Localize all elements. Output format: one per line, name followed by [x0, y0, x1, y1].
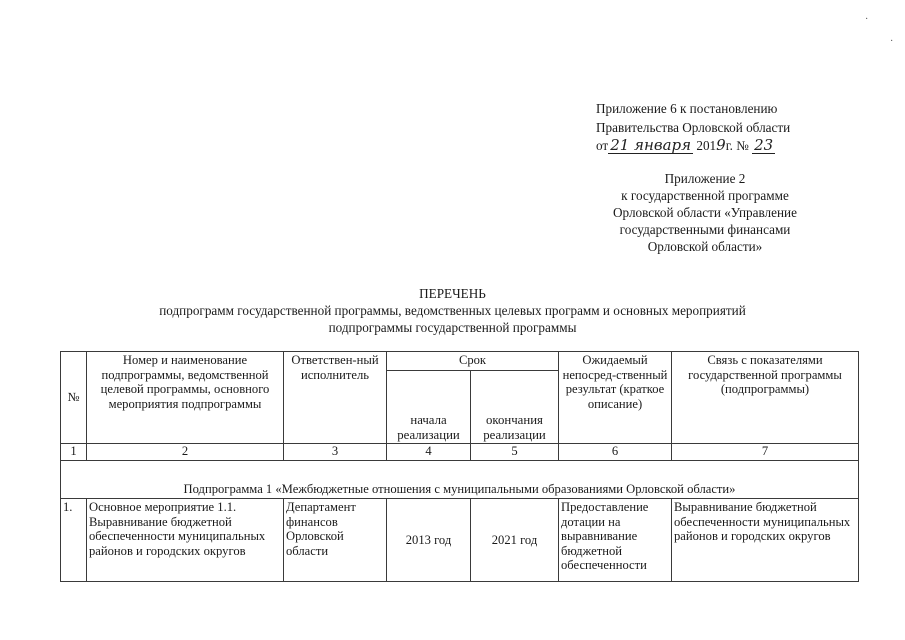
column-number: 4 — [387, 444, 471, 461]
year-prefix: 201 — [696, 138, 717, 153]
year-suffix: г. № — [725, 138, 749, 153]
document-subtitle-line1: подпрограмм государственной программы, ведомственных целевых программ и основных мероприятий — [159, 303, 746, 318]
column-number: 2 — [87, 444, 284, 461]
row-executor: Департамент финансов Орловской области — [284, 499, 387, 582]
column-number: 6 — [559, 444, 672, 461]
appendix6-line1: Приложение 6 к постановлению — [596, 101, 778, 116]
document-title: ПЕРЕЧЕНЬ — [419, 286, 486, 301]
header-num: № — [61, 352, 87, 444]
date-handwritten: 21 января — [610, 136, 692, 154]
header-executor: Ответствен-ный исполнитель — [284, 352, 387, 444]
header-link: Связь с показателями государственной программы (подпрограммы) — [672, 352, 859, 444]
column-numbers-row — [61, 444, 859, 461]
row-link: Выравнивание бюджетной обеспеченности муниципальных районов и городских округов — [672, 499, 859, 582]
table-row — [61, 499, 859, 582]
appendix2-line: Орловской области «Управление — [613, 205, 797, 220]
header-term-end: окончания реализации — [471, 371, 559, 444]
column-number: 1 — [61, 444, 87, 461]
header-term: Срок — [387, 352, 559, 371]
row-end: 2021 год — [471, 499, 559, 582]
appendix2-line: к государственной программе — [621, 188, 789, 203]
appendix2-line: Орловской области» — [647, 239, 763, 254]
appendix6-date-line — [596, 137, 775, 154]
table-header-row — [61, 352, 859, 371]
year-handwritten: 9 — [716, 136, 726, 154]
subprogram-title: Подпрограмма 1 «Межбюджетные отношения с муниципальными образованиями Орловской области» — [61, 461, 859, 499]
row-result: Предоставление дотации на выравнивание бюджетной обеспеченности — [559, 499, 672, 582]
row-name: Основное мероприятие 1.1. Выравнивание бюджетной обеспеченности муниципальных районов и городских округов — [87, 499, 284, 582]
appendix2-block — [590, 170, 820, 255]
scan-mark: · — [865, 14, 869, 25]
subprogram-row — [61, 461, 859, 499]
row-num: 1. — [61, 499, 87, 582]
appendix2-line: Приложение 2 — [664, 171, 746, 186]
programs-table — [60, 351, 859, 582]
appendix2-line: государственными финансами — [619, 222, 791, 237]
date-prefix: от — [596, 138, 609, 153]
document-subtitle-line2: подпрограммы государственной программы — [328, 320, 577, 335]
number-handwritten: 23 — [754, 136, 774, 154]
column-number: 3 — [284, 444, 387, 461]
column-number: 5 — [471, 444, 559, 461]
appendix6-line2: Правительства Орловской области — [596, 120, 791, 135]
header-result: Ожидаемый непосред-ственный результат (краткое описание) — [559, 352, 672, 444]
column-number: 7 — [672, 444, 859, 461]
row-start: 2013 год — [387, 499, 471, 582]
header-name: Номер и наименование подпрограммы, ведомственной целевой программы, основного мероприятия подпрограммы — [87, 352, 284, 444]
header-term-start: начала реализации — [387, 371, 471, 444]
scan-mark: · — [890, 36, 894, 47]
